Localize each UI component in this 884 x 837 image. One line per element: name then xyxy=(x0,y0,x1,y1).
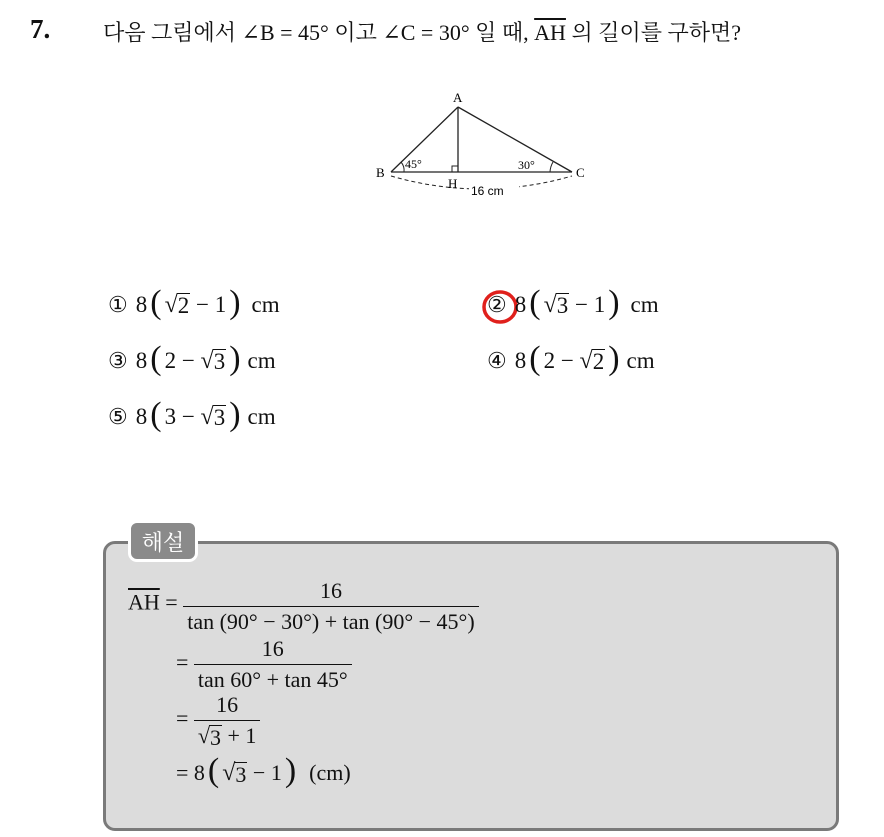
choice-1[interactable]: ① 8 ( √ 2 − 1 ) cm xyxy=(108,284,280,321)
solution-line-3: = 16 √ 3 + 1 xyxy=(176,692,260,749)
choice-4[interactable]: ④ 8 ( 2 − √ 2 ) cm xyxy=(487,340,655,377)
solution-line-1: $\overline{AH}$ = $\frac{16}{\tan (90^\circ - 30^\circ) + \tan (90^\circ - 45^\circ)}$ xyxy=(128,576,479,633)
triangle-figure xyxy=(370,88,600,203)
label-h: H xyxy=(448,176,458,191)
choice-5[interactable]: ⑤ 8 ( 3 − √ 3 ) cm xyxy=(108,396,276,433)
angle-b-label: 45° xyxy=(405,157,422,171)
solution-line-4: = 8 ( √ 3 − 1 ) (cm) xyxy=(176,752,351,789)
solution-line-2: = $\frac{16}{\tan 60^\circ + \tan 45^\circ}$ xyxy=(176,636,352,693)
solution-tag: 해설 xyxy=(128,520,198,562)
choice-2[interactable]: ② 8 ( √ 3 − 1 ) cm xyxy=(487,284,659,321)
angle-c-label: 30° xyxy=(518,158,535,172)
label-b: B xyxy=(376,165,385,180)
solution-lhs: $\overline{AH}$ xyxy=(128,589,160,615)
label-c: C xyxy=(576,165,585,180)
question-number: 7. xyxy=(30,14,51,44)
segment-ah: $\overline{AH}$ xyxy=(534,20,566,45)
choice-3[interactable]: ③ 8 ( 2 − √ 3 ) cm xyxy=(108,340,276,377)
question-text: 다음 그림에서 ∠B = 45° 이고 ∠C = 30° 일 때, $\overline{AH}$ 의 길이를 구하면? xyxy=(103,20,741,45)
label-a: A xyxy=(453,90,463,105)
length-label: 16 cm xyxy=(471,184,504,198)
